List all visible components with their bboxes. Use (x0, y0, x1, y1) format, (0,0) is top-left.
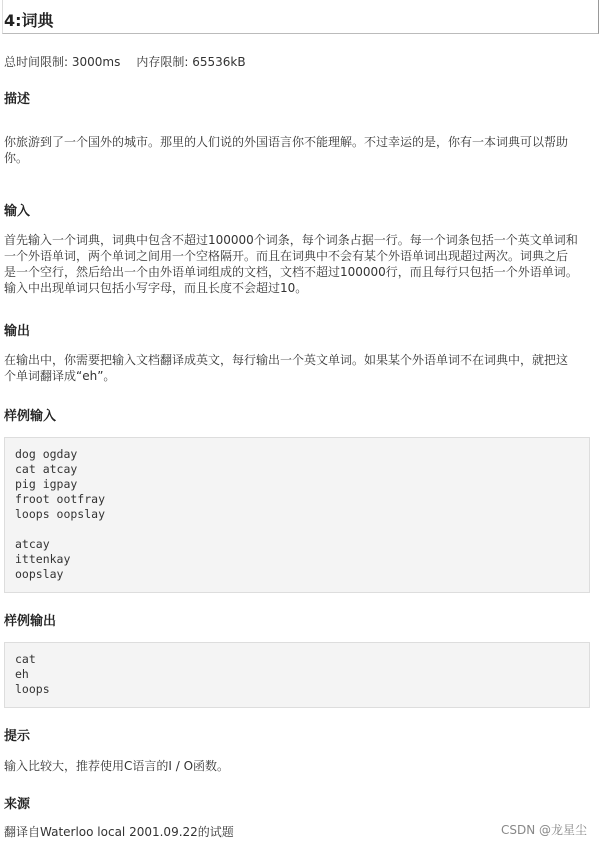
sample-input-code (4, 437, 590, 593)
code-line: dog ogday (15, 447, 78, 461)
output-text (4, 352, 594, 384)
sample-output-heading: 样例输出 (4, 614, 57, 629)
output-line: 个单词翻译成“eh”。 (4, 369, 116, 383)
sample-input-heading: 样例输入 (4, 409, 57, 424)
source-text: 翻译自Waterloo local 2001.09.22的试题 (4, 825, 234, 839)
csdn-watermark: CSDN @龙星尘 (500, 823, 587, 837)
code-line: loops (15, 682, 50, 696)
source-heading: 来源 (4, 797, 31, 812)
memory-limit: 内存限制: 65536kB (136, 55, 246, 69)
description-line: 你旅游到了一个国外的城市。那里的人们说的外国语言你不能理解。不过幸运的是，你有一本词典可以帮助 (4, 135, 569, 149)
code-line: ittenkay (15, 552, 71, 566)
code-line: oopslay (15, 567, 64, 581)
code-line (15, 522, 579, 537)
code-line: atcay (15, 537, 50, 551)
input-line: 是一个空行，然后给出一个由外语单词组成的文档，文档不超过100000行，而且每行只包括一个外语单词。 (4, 265, 578, 279)
hint-text: 输入比较大，推荐使用C语言的I / O函数。 (4, 759, 230, 773)
code-line: cat atcay (15, 462, 78, 476)
description-line: 你。 (4, 151, 29, 165)
input-text (4, 232, 594, 296)
code-line: loops oopslay (15, 507, 106, 521)
description-text (4, 134, 594, 166)
input-heading: 输入 (4, 204, 31, 219)
input-line: 一个外语单词，两个单词之间用一个空格隔开。而且在词典中不会有某个外语单词出现超过两次。词典之后 (4, 249, 569, 263)
code-line: froot ootfray (15, 492, 106, 506)
input-line: 首先输入一个词典，词典中包含不超过100000个词条，每个词条占据一行。每一个词条包括一个英文单词和 (4, 233, 578, 247)
hint-heading: 提示 (4, 729, 31, 744)
code-line: cat (15, 652, 36, 666)
output-heading: 输出 (4, 324, 31, 339)
description-heading: 描述 (4, 92, 31, 107)
code-line: eh (15, 667, 29, 681)
limits-line (4, 53, 246, 70)
input-line: 输入中出现单词只包括小写字母，而且长度不会超过10。 (4, 281, 308, 295)
code-line: pig igpay (15, 477, 78, 491)
title-bar (2, 0, 599, 34)
time-limit: 总时间限制: 3000ms (4, 55, 121, 69)
output-line: 在输出中，你需要把输入文档翻译成英文，每行输出一个英文单词。如果某个外语单词不在词典中，就把这 (4, 353, 569, 367)
page-title: 4:词典 (4, 11, 54, 30)
sample-output-code (4, 642, 590, 708)
